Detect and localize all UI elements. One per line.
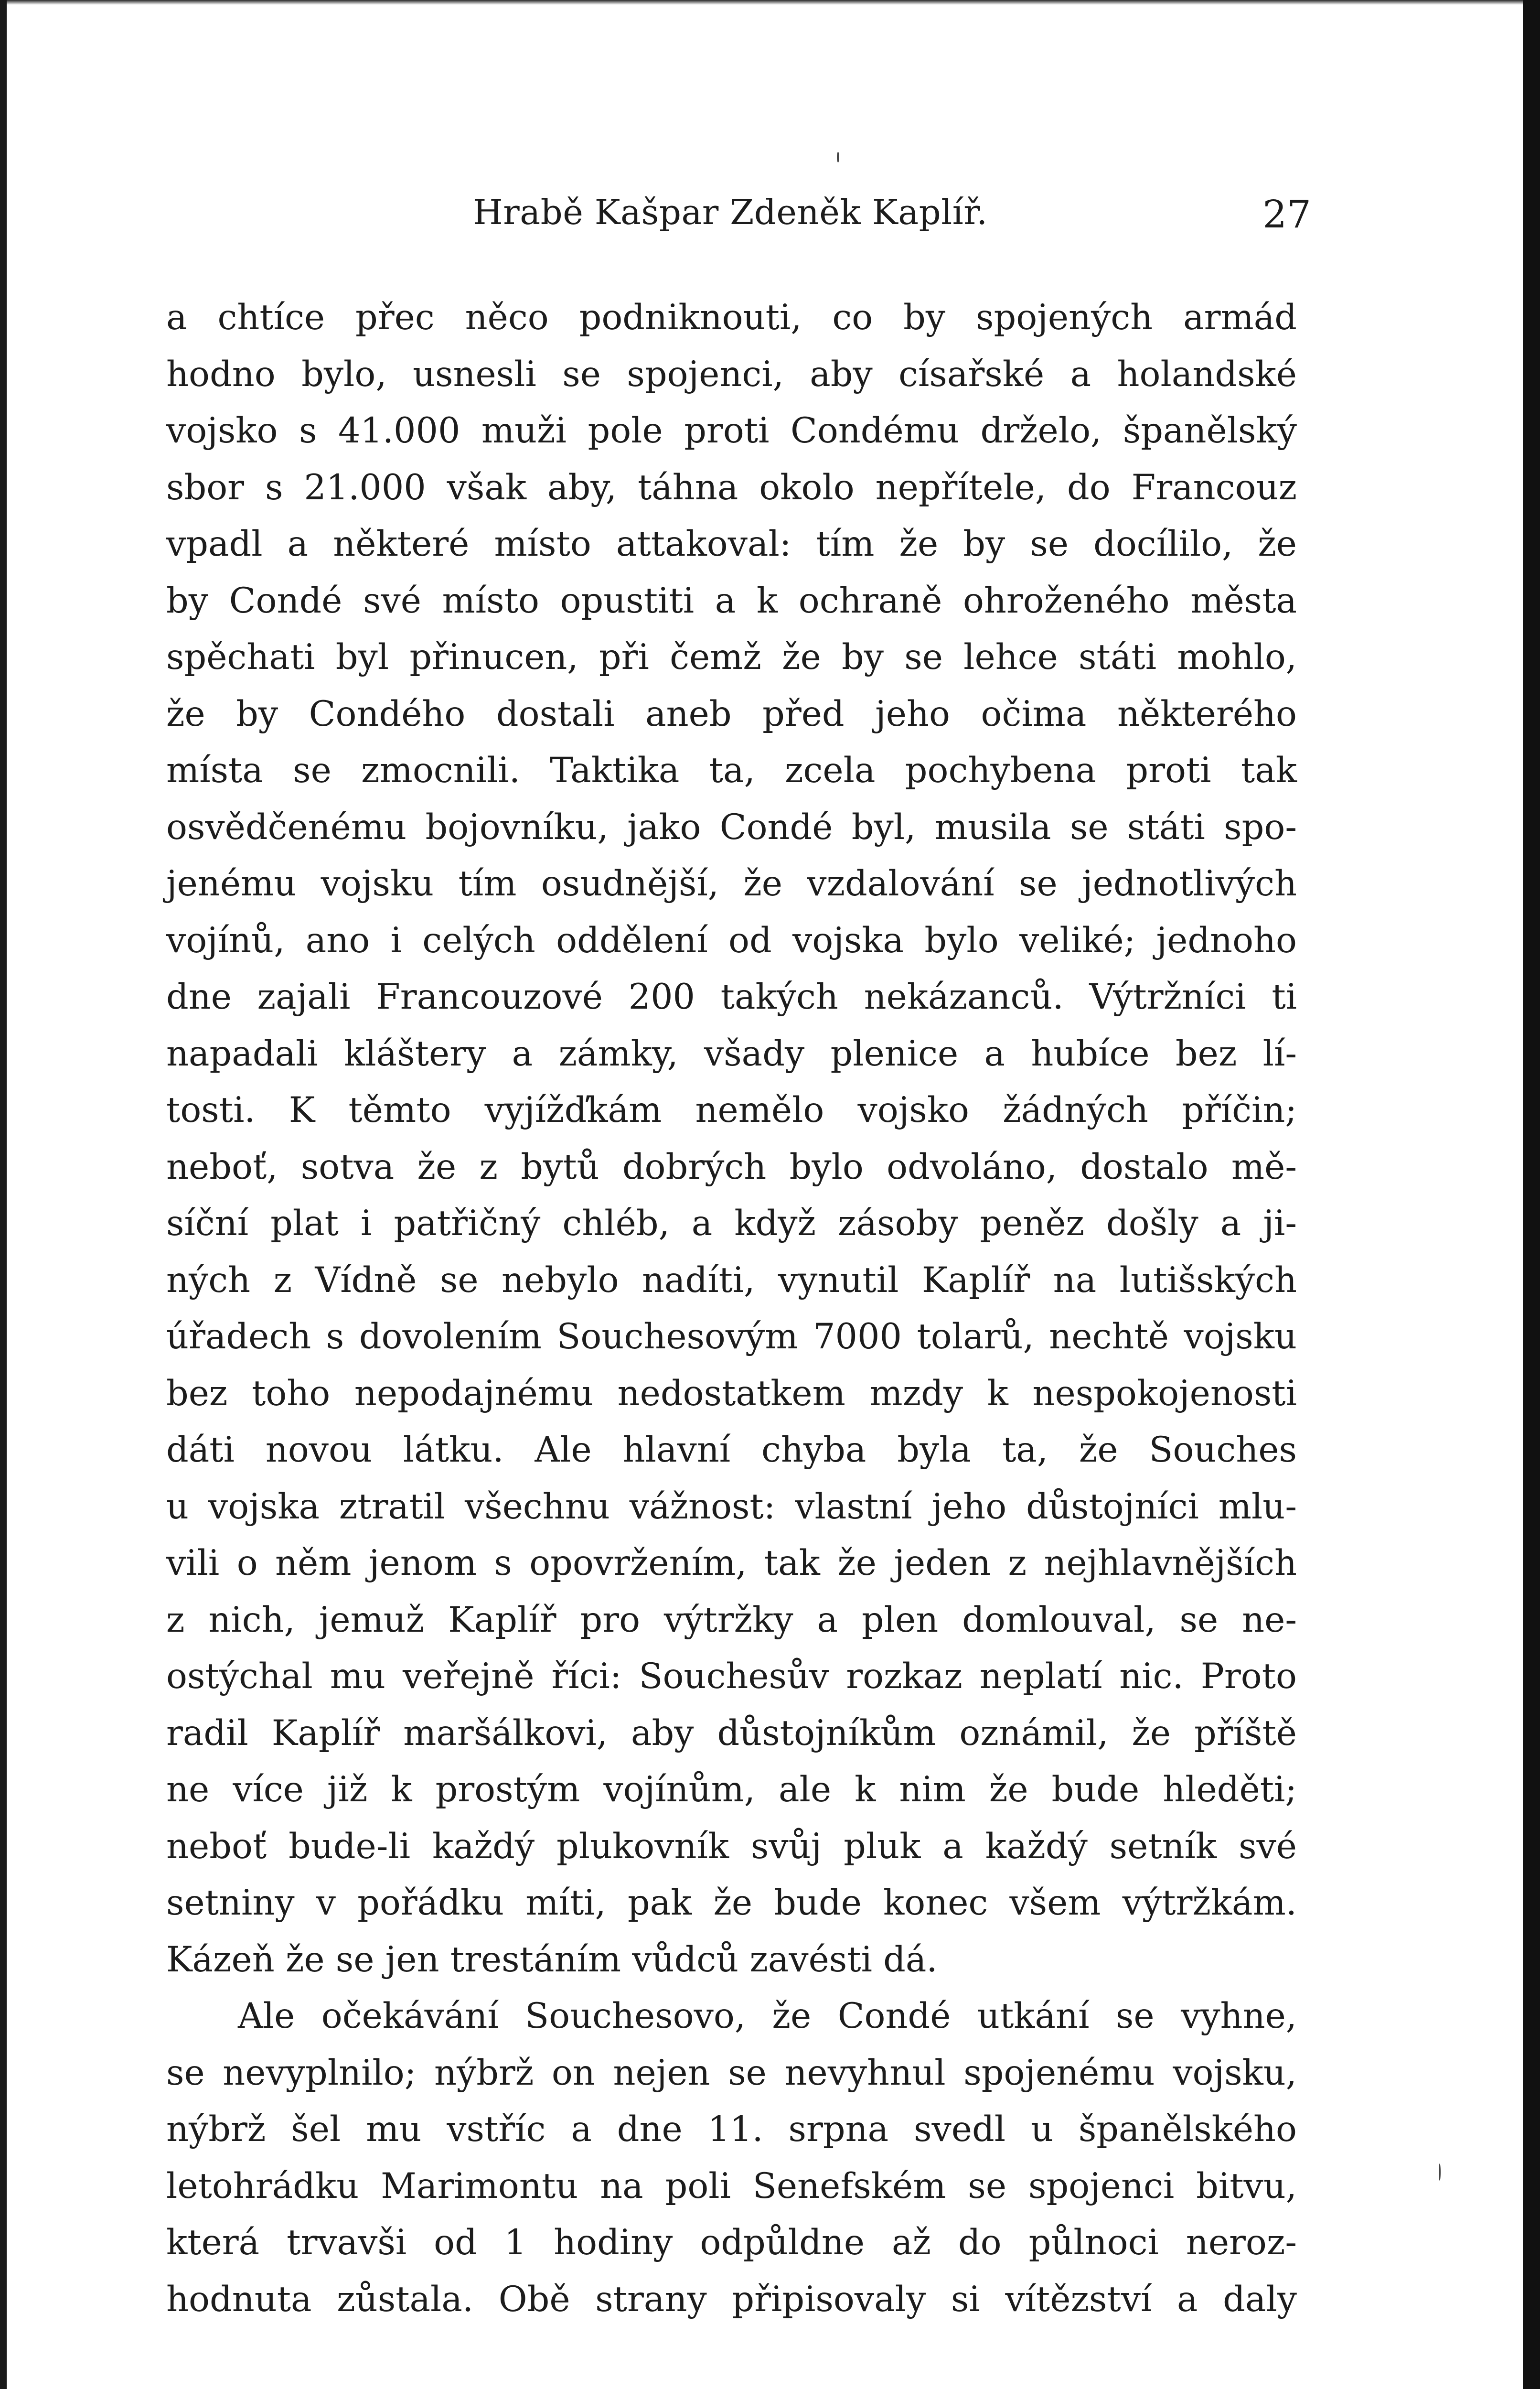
text-line-paragraph-end: Kázeň že se jen trestáním vůdců zavésti dá. [166, 1939, 938, 1980]
text-line: napadali kláštery a zámky, všady plenice a hubíce bez lí- [166, 1033, 1297, 1074]
page-number: 27 [1262, 192, 1311, 237]
text-line: bez toho nepodajnému nedostatkem mzdy k nespokojenosti [166, 1373, 1297, 1414]
text-line-paragraph-start: Ale očekávání Souchesovo, že Condé utkání se vyhne, [238, 1996, 1297, 2036]
body-text [166, 290, 1297, 2328]
text-line: letohrádku Marimontu na poli Senefském se spojenci bitvu, [166, 2165, 1297, 2206]
text-line: z nich, jemuž Kaplíř pro výtržky a plen domlouval, se ne- [166, 1599, 1297, 1640]
text-line: tosti. K těmto vyjížďkám nemělo vojsko žádných příčin; [166, 1090, 1297, 1130]
scan-edge-right [1523, 0, 1540, 2389]
text-line: radil Kaplíř maršálkovi, aby důstojníkům oznámil, že příště [166, 1712, 1297, 1754]
text-line: ne více již k prostým vojínům, ale k nim že bude hleděti; [166, 1769, 1297, 1810]
text-line: místa se zmocnili. Taktika ta, zcela pochybena proti tak [166, 750, 1297, 791]
scan-speck [837, 152, 839, 162]
text-line: dáti novou látku. Ale hlavní chyba byla ta, že Souches [166, 1430, 1297, 1470]
text-line: u vojska ztratil všechnu vážnost: vlastní jeho důstojníci mlu- [166, 1486, 1297, 1527]
text-line: dne zajali Francouzové 200 takých nekázanců. Výtržníci ti [166, 977, 1297, 1017]
text-line: se nevyplnilo; nýbrž on nejen se nevyhnul spojenému vojsku, [166, 2052, 1297, 2093]
text-line: setniny v pořádku míti, pak že bude konec všem výtržkám. [166, 1883, 1297, 1923]
text-line: že by Condého dostali aneb před jeho očima některého [166, 693, 1297, 734]
text-line: neboť bude-li každý plukovník svůj pluk a každý setník své [166, 1826, 1297, 1867]
text-line: vojínů, ano i celých oddělení od vojska bylo veliké; jednoho [166, 920, 1297, 961]
text-line: spěchati byl přinucen, při čemž že by se lehce státi mohlo, [166, 637, 1297, 678]
scan-speck [1439, 2163, 1441, 2181]
text-line: by Condé své místo opustiti a k ochraně ohroženého města [166, 580, 1297, 621]
text-line: která trvavši od 1 hodiny odpůldne až do půlnoci neroz- [166, 2222, 1297, 2263]
scan-edge-top [0, 0, 1540, 5]
text-line: osvědčenému bojovníku, jako Condé byl, musila se státi spo- [166, 807, 1297, 848]
text-line: vpadl a některé místo attakoval: tím že by se docílilo, že [166, 524, 1297, 564]
text-line: vojsko s 41.000 muži pole proti Condému drželo, španělský [166, 410, 1297, 451]
text-line: a chtíce přec něco podniknouti, co by spojených armád [166, 297, 1297, 338]
text-line: vili o něm jenom s opovržením, tak že jeden z nejhlavnějších [166, 1543, 1297, 1583]
text-line: nýbrž šel mu vstříc a dne 11. srpna svedl u španělského [166, 2109, 1297, 2150]
text-line: ostýchal mu veřejně říci: Souchesův rozkaz neplatí nic. Proto [166, 1656, 1297, 1697]
text-line: ných z Vídně se nebylo nadíti, vynutil Kaplíř na lutišských [166, 1259, 1297, 1301]
scan-edge-left [0, 0, 7, 2389]
text-line: hodno bylo, usnesli se spojenci, aby císařské a holandské [166, 354, 1297, 395]
page-header [473, 192, 1311, 245]
text-line: jenému vojsku tím osudnější, že vzdalování se jednotlivých [166, 863, 1297, 904]
text-line: síční plat i patřičný chléb, a když zásoby peněz došly a ji- [166, 1203, 1297, 1244]
text-line: úřadech s dovolením Souchesovým 7000 tolarů, nechtě vojsku [166, 1316, 1297, 1357]
running-title: Hrabě Kašpar Zdeněk Kaplíř. [473, 192, 988, 232]
text-line: hodnuta zůstala. Obě strany připisovaly si vítězství a daly [166, 2279, 1297, 2320]
text-line: sbor s 21.000 však aby, táhna okolo nepřítele, do Francouz [166, 467, 1297, 508]
text-line: neboť, sotva že z bytů dobrých bylo odvoláno, dostalo mě- [166, 1146, 1297, 1187]
